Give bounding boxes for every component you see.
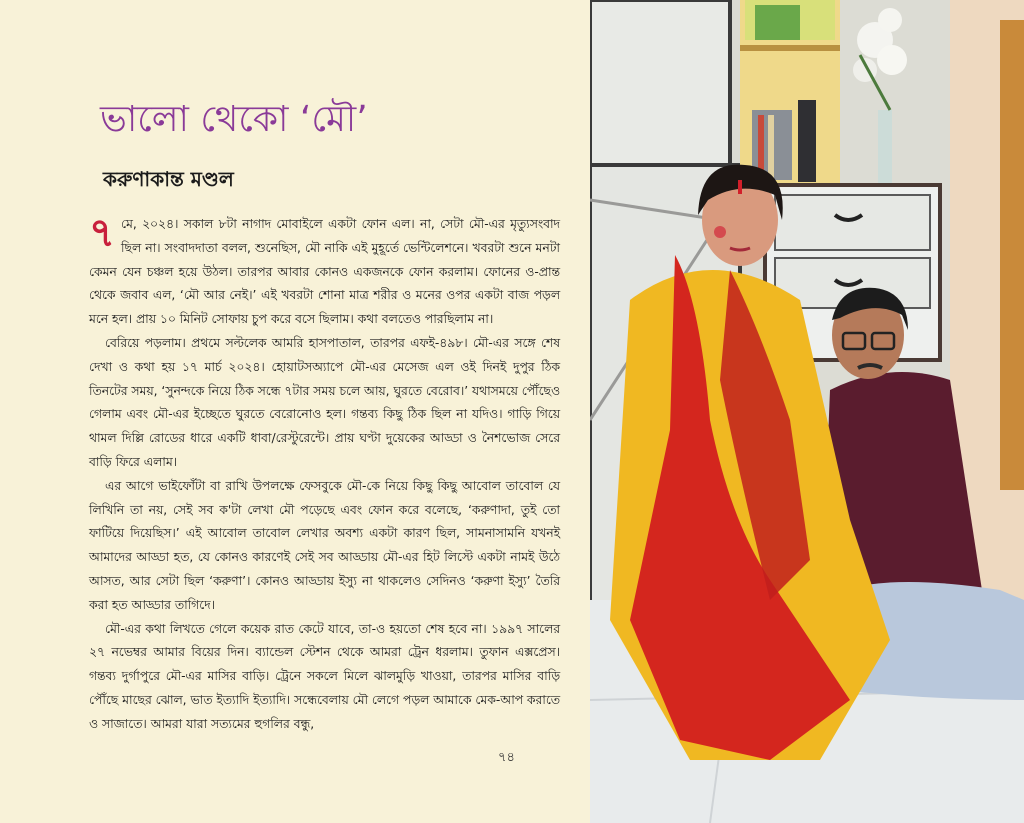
page-number: ৭৪ xyxy=(498,750,515,765)
author-name: করুণাকান্ত মণ্ডল xyxy=(103,167,234,191)
article-body xyxy=(89,210,561,737)
drop-cap: ৭ xyxy=(89,210,116,256)
paragraph: এর আগে ভাইফোঁটা বা রাখি উপলক্ষে ফেসবুকে মৌ-কে নিয়ে কিছু কিছু আবোল তাবোল যে লিখিনি তা নয়, সেই সব ক'টা লেখা মৌ পড়েছে এবং ফোন করে বলেছে, ‘করুণাদা, তুই তো ফাটিয়ে দিয়েছিস।’ এই আবোল তাবোল লেখার অবশ্য একটা কারণ ছিল, সামনাসামনি যখনই আমাদের আড্ডা হত, যে কোনও কারণেই সেই সব আড্ডায় মৌ-এর হিট লিস্টে একটা নামই উঠে আসত, আর সেটা ছিল ‘করুণা’। কোনও আড্ডায় ইস্যু না থাকলেও সেদিনও ‘করুণা ইস্যু’ তৈরি করা হত আড্ডার তাগিদে। xyxy=(89,478,560,612)
paragraph-text: মে, ২০২৪। সকাল ৮টা নাগাদ মোবাইলে একটা ফোন এল। না, সেটা মৌ-এর মৃত্যুসংবাদ ছিল না। সংবাদদাতা বলল, শুনেছিস, মৌ নাকি এই মুহূর্তে ভেন্টিলেশনে। খবরটা শুনে মনটা কেমন যেন চঞ্চল হয়ে উঠল। তারপর আবার কোনও একজনকে ফোন করলাম। ফোনের ও-প্রান্ত থেকে জবাব এল, ‘মৌ আর নেই।’ এই খবরটা শোনা মাত্র শরীর ও মনের ওপর একটা বাজ পড়ল মনে হল। প্রায় ১০ মিনিট সোফায় চুপ করে বসে ছিলাম। কথা বলতেও পারছিলাম না। xyxy=(89,217,560,327)
paragraph: বেরিয়ে পড়লাম। প্রথমে সল্টলেক আমরি হাসপাতাল, তারপর এফই-৪৯৮। মৌ-এর সঙ্গে শেষ দেখা ও কথা হয় ১৭ মার্চ ২০২৪। হোয়াটসঅ্যাপে মৌ-এর মেসেজ এল ওই দিনই দুপুর ঠিক তিনটের সময়, ‘সুনন্দকে নিয়ে ঠিক সন্ধে ৭টার সময় চলে আয়, ঘুরতে বেরোব।’ যথাসময়ে পৌঁছেও গেলাম এবং মৌ-এর ইচ্ছেতে ঘুরতে বেরোনোও হল। গন্তব্য কিছু ঠিক ছিল না যদিও। গাড়ি গিয়ে থামল দিল্লি রোডের ধারে একটি ধাবা/রেস্টুরেন্টে। প্রায় ঘণ্টা দুয়েকের আড্ডা ও নৈশভোজ সেরে বাড়ি ফিরে এলাম। xyxy=(89,335,561,469)
paragraph: মৌ-এর কথা লিখতে গেলে কয়েক রাত কেটে যাবে, তা-ও হয়তো শেষ হবে না। ১৯৯৭ সালের ২৭ নভেম্বর আমার বিয়ের দিন। ব্যান্ডেল স্টেশন থেকে আমরা ট্রেন ধরলাম। তুফান এক্সপ্রেস। গন্তব্য দুর্গাপুরে মৌ-এর মাসির বাড়ি। ট্রেনে সকলে মিলে ঝালমুড়ি খাওয়া, তারপর মাসির বাড়ি পৌঁছে মাছের ঝোল, ভাত ইত্যাদি ইত্যাদি। সন্ধেবেলায় মৌ লেগে পড়ল আমাকে মেক-আপ করাতে ও সাজাতে। আমরা যারা সত্যমের হুগলির বন্ধু, xyxy=(89,621,560,731)
article-title: ভালো থেকো ‘মৌ’ xyxy=(100,99,368,140)
couple-photo xyxy=(590,0,1024,823)
paragraph xyxy=(89,210,560,332)
